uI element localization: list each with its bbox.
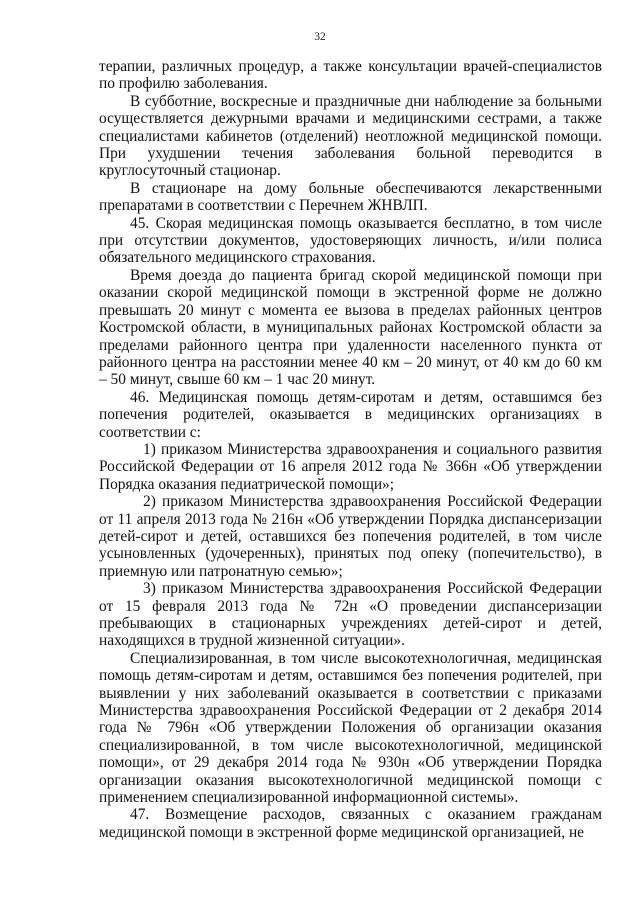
- paragraph-continuation: терапии, различных процедур, а также консультации врачей-специалистов по профилю заболевания.: [99, 58, 602, 93]
- paragraph-weekend-observation: В субботние, воскресные и праздничные дни наблюдение за больными осуществляется дежурными врачами и медицинскими сестрами, а также специалистами кабинетов (отделений) неотложной медицинской помощи. При ухудшении течения заболевания больной переводится в круглосуточный стационар.: [99, 92, 602, 180]
- page-number: 32: [314, 31, 326, 43]
- paragraph-specialized-care: Специализированная, в том числе высокотехнологичная, медицинская помощь детям-сиротам и детям, оставшимся без попечения родителей, при выявлении у них заболеваний оказывается в соответствии с приказами Министерства здравоохранения Российской Федерации от 2 декабря 2014 года № 796н «Об утверждении Положения об организации оказания специализированной, в том числе высокотехнологичной, медицинской помощи», от 29 декабря 2014 года № 930н «Об утверждении Порядка организации оказания высокотехнологичной медицинской помощи с применением специализированной информационной системы».: [99, 649, 602, 807]
- list-item-1: 1) приказом Министерства здравоохранения и социального развития Российской Федерации от 16 апреля 2012 года № 366н «Об утверждении Порядка оказания педиатрической помощи»;: [99, 440, 602, 493]
- paragraph-item-45: 45. Скорая медицинская помощь оказывается бесплатно, в том числе при отсутствии документов, удостоверяющих личность, и/или полиса обязательного медицинского страхования.: [99, 214, 602, 267]
- list-item-3: 3) приказом Министерства здравоохранения Российской Федерации от 15 февраля 2013 года № 72н «О проведении диспансеризации пребывающих в стационарных учреждениях детей-сирот и детей, находящихся в трудной жизненной ситуации».: [99, 580, 602, 650]
- document-body: [99, 58, 602, 841]
- list-item-2: 2) приказом Министерства здравоохранения Российской Федерации от 11 апреля 2013 года № 216н «Об утверждении Порядка диспансеризации детей-сирот и детей, оставшихся без попечения родителей, в том числе усыновленных (удочеренных), принятых под опеку (попечительство), в приемную или патронатную семью»;: [99, 493, 602, 580]
- paragraph-item-46: 46. Медицинская помощь детям-сиротам и детям, оставшимся без попечения родителей, оказывается в медицинских организациях в соответствии с:: [99, 388, 602, 441]
- paragraph-item-47: 47. Возмещение расходов, связанных с оказанием гражданам медицинской помощи в экстренной форме медицинской организацией, не: [99, 806, 602, 841]
- paragraph-arrival-time: Время доезда до пациента бригад скорой медицинской помощи при оказании скорой медицинской помощи в экстренной форме не должно превышать 20 минут с момента ее вызова в пределах районных центров Костромской области, в муниципальных районах Костромской области за пределами районного центра при удаленности населенного пункта от районного центра на расстоянии менее 40 км – 20 минут, от 40 км до 60 км – 50 минут, свыше 60 км – 1 час 20 минут.: [99, 266, 602, 389]
- paragraph-home-hospital-drugs: В стационаре на дому больные обеспечиваются лекарственными препаратами в соответствии с Перечнем ЖНВЛП.: [99, 179, 602, 215]
